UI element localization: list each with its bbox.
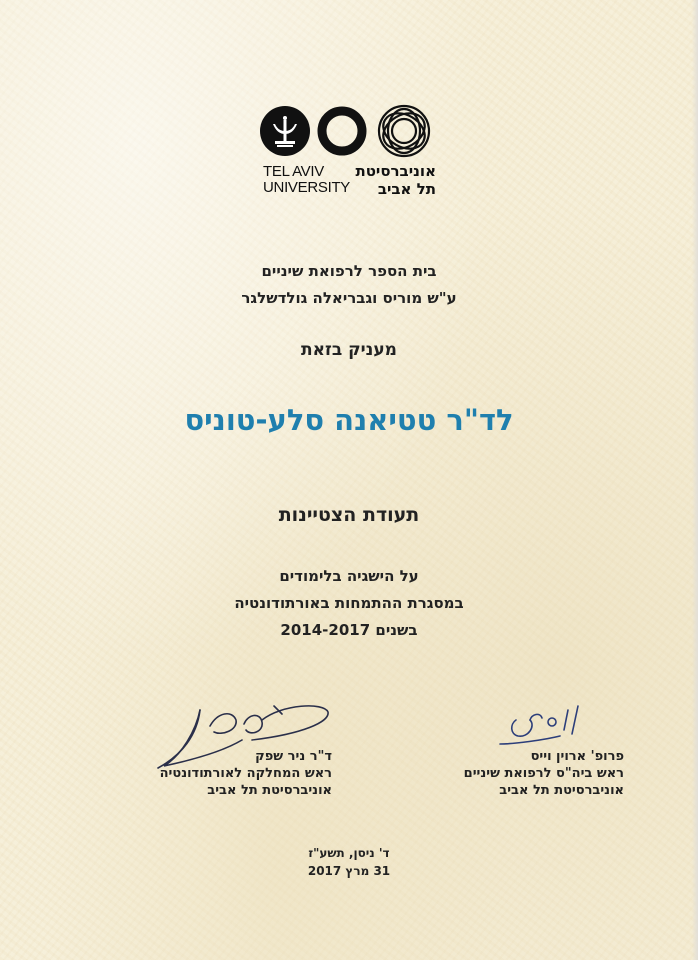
university-logo [258,104,438,204]
date-gregorian: 31 מרץ 2017 [307,864,391,878]
logo-he-line1: אוניברסיטת [355,162,436,180]
signatory-left-title: ראש המחלקה לאורתודונטיה [159,766,332,781]
awards-text: מעניק בזאת [301,340,397,360]
signatory-right-institution: אוניברסיטת תל אביב [499,783,624,798]
logo-en-line1: TEL AVIV [263,163,324,180]
scan-edge [692,0,698,960]
logo-en-line2: UNIVERSITY [263,179,351,196]
logo-circles-icon [258,104,438,164]
signatory-left-name: ד"ר ניר שפק [255,749,332,764]
certificate-title: תעודת הצטיינות [278,504,420,526]
signatory-right [398,748,624,799]
school-name-line2: ע"ש מוריס וגבריאלה גולדשלגר [241,289,457,307]
recipient-name: לד"ר טטיאנה סלע-טוניס [184,403,514,437]
signatory-left [100,748,332,799]
description-line2: במסגרת ההתמחות באורתודונטיה [234,594,464,612]
signatory-right-name: פרופ' ארוין וייס [530,749,624,764]
description-line1: על הישגיה בלימודים [279,567,419,585]
signatory-left-institution: אוניברסיטת תל אביב [207,783,332,798]
description-line3: בשנים 2014-2017 [280,621,418,639]
logo-he-line2: תל אביב [377,180,436,198]
date-hebrew: ד' ניסן, תשע"ז [308,846,390,860]
signatory-right-title: ראש ביה"ס לרפואת שיניים [463,766,624,781]
logo-english-text [263,164,353,196]
logo-hebrew-text [346,162,436,198]
school-name-line1: בית הספר לרפואת שיניים [261,262,437,280]
signature-right-image [496,700,596,752]
